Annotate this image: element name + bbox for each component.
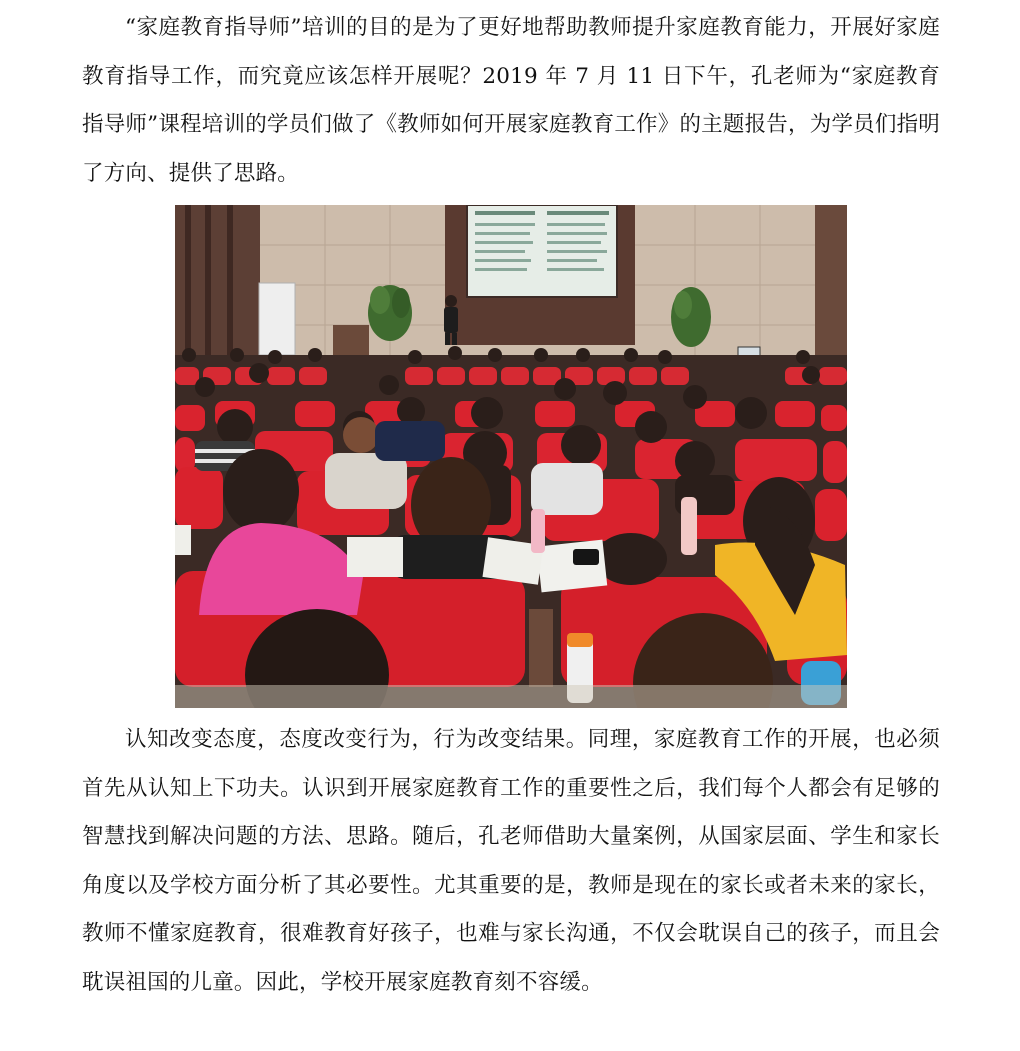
right-wall-panel xyxy=(815,205,847,375)
air-conditioner xyxy=(259,283,295,355)
training-lecture-photo xyxy=(175,205,847,708)
paragraph-analysis: 认知改变态度，态度改变行为，行为改变结果。同理，家庭教育工作的开展，也必须首先从认知上下功夫。认识到开展家庭教育工作的重要性之后，我们每个人都会有足够的智慧找到解决问题的方法、思路。随后，孔老师借助大量案例，从国家层面、学生和家长角度以及学校方面分析了其必要性。尤其重要的是，教师是现在的家长或者未来的家长，教师不懂家庭教育，很难教育好孩子，也难与家长沟通，不仅会耽误自己的孩子，而且会耽误祖国的儿童。因此，学校开展家庭教育刻不容缓。 xyxy=(82,727,940,995)
paragraph-intro: “家庭教育指导师”培训的目的是为了更好地帮助教师提升家庭教育能力，开展好家庭教育指导工作，而究竟应该怎样开展呢？2019 年 7 月 11 日下午，孔老师为“家庭教育指导师”课程培训的学员们做了《教师如何开展家庭教育工作》的主题报告，为学员们指明了方向、提供了思路。 xyxy=(82,15,940,186)
lecture-hall-illustration xyxy=(175,205,847,708)
potted-plant-left xyxy=(368,285,412,341)
potted-plant-right xyxy=(671,287,711,347)
